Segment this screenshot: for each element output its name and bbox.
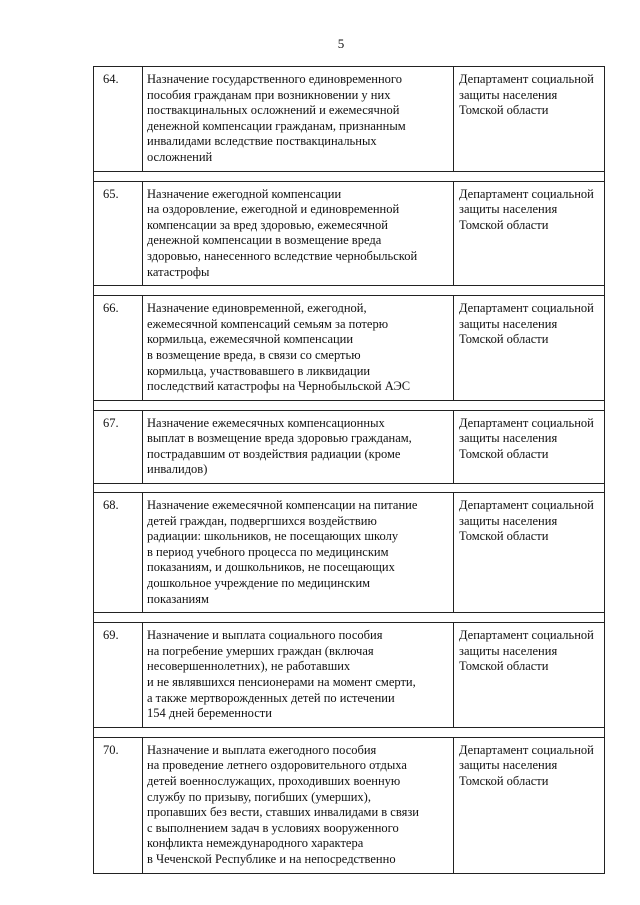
description-line: выплат в возмещение вреда здоровью гражданам, (147, 431, 412, 446)
row-number: 65. (94, 181, 143, 286)
row-separator-cell (94, 727, 605, 737)
organization-line: Томской области (459, 332, 549, 347)
organization-line: защиты населения (459, 758, 558, 773)
description-line: денежной компенсации гражданам, признанным (147, 118, 406, 133)
description-line: кормильца, участвовавшего в ликвидации (147, 363, 371, 378)
row-separator-cell (94, 171, 605, 181)
description-line: последствий катастрофы на Чернобыльской АЭС (147, 379, 411, 394)
row-separator (94, 613, 605, 623)
organization-line: защиты населения (459, 87, 558, 102)
responsible-organization (454, 410, 605, 483)
organization-line: защиты населения (459, 431, 558, 446)
organization-line: Томской области (459, 103, 549, 118)
table-row (94, 67, 605, 172)
service-description (143, 181, 454, 286)
organization-line: Департамент социальной (459, 415, 594, 430)
row-number: 67. (94, 410, 143, 483)
organization-line: Департамент социальной (459, 72, 594, 86)
row-separator (94, 400, 605, 410)
row-separator-cell (94, 400, 605, 410)
description-line: катастрофы (147, 264, 210, 279)
description-line: поствакцинальных осложнений и ежемесячной (147, 103, 400, 118)
description-line: Назначение и выплата социального пособия (147, 628, 383, 643)
responsible-organization (454, 737, 605, 873)
description-line: инвалидами вследствие поствакцинальных (147, 134, 377, 149)
organization-line: защиты населения (459, 202, 558, 217)
description-line: а также мертворожденных детей по истечении (147, 690, 395, 705)
organization-line: Департамент социальной (459, 498, 594, 513)
description-line: пособия гражданам при возникновении у них (147, 87, 391, 102)
row-number: 66. (94, 296, 143, 401)
table-row (94, 623, 605, 728)
table-row (94, 493, 605, 613)
organization-line: защиты населения (459, 316, 558, 331)
description-line: компенсации за вред здоровью, ежемесячной (147, 217, 388, 232)
table-row (94, 410, 605, 483)
table-row (94, 737, 605, 873)
table-row (94, 181, 605, 286)
description-line: и не являвшихся пенсионерами на момент смерти, (147, 675, 416, 689)
service-description (143, 67, 454, 172)
description-line: Назначение государственного единовременного (147, 72, 402, 86)
row-separator-cell (94, 286, 605, 296)
description-line: Назначение единовременной, ежегодной, (147, 301, 367, 316)
description-line: в Чеченской Республике и на непосредственно (147, 851, 396, 866)
service-description (143, 623, 454, 728)
organization-line: Департамент социальной (459, 742, 594, 757)
description-line: Назначение и выплата ежегодного пособия (147, 742, 377, 757)
service-description (143, 493, 454, 613)
organization-line: Томской области (459, 529, 549, 544)
responsible-organization (454, 493, 605, 613)
description-line: показаниям, и дошкольников, не посещающих (147, 560, 395, 575)
description-line: ежемесячной компенсаций семьям за потерю (147, 316, 389, 331)
description-line: Назначение ежегодной компенсации (147, 186, 342, 201)
description-line: осложнений (147, 149, 213, 164)
description-line: показаниям (147, 591, 209, 606)
description-line: детей военнослужащих, проходивших военную (147, 773, 401, 788)
row-separator-cell (94, 613, 605, 623)
organization-line: Томской области (459, 659, 549, 674)
row-number: 64. (94, 67, 143, 172)
responsible-organization (454, 623, 605, 728)
row-separator (94, 171, 605, 181)
page-number: 5 (337, 36, 345, 51)
description-line: на проведение летнего оздоровительного отдыха (147, 758, 407, 773)
description-line: детей граждан, подвергшихся воздействию (147, 513, 377, 528)
organization-line: защиты населения (459, 643, 558, 658)
organization-line: Томской области (459, 446, 549, 461)
description-line: денежной компенсации в возмещение вреда (147, 233, 382, 248)
organization-line: Департамент социальной (459, 628, 594, 643)
services-table (93, 66, 605, 874)
row-separator (94, 484, 605, 493)
description-line: дошкольное учреждение по медицинским (147, 576, 371, 591)
description-line: инвалидов) (147, 462, 208, 477)
organization-line: защиты населения (459, 513, 558, 528)
description-line: в период учебного процесса по медицинским (147, 544, 389, 559)
row-number: 70. (94, 737, 143, 873)
service-description (143, 410, 454, 483)
description-line: здоровью, нанесенного вследствие чернобыльской (147, 248, 418, 263)
organization-line: Департамент социальной (459, 301, 594, 316)
description-line: службу по призыву, погибших (умерших), (147, 789, 371, 804)
row-separator (94, 727, 605, 737)
description-line: на погребение умерших граждан (включая (147, 643, 374, 658)
service-description (143, 296, 454, 401)
organization-line: Томской области (459, 773, 549, 788)
row-separator (94, 286, 605, 296)
organization-line: Томской области (459, 217, 549, 232)
organization-line: Департамент социальной (459, 186, 594, 201)
row-separator-cell (94, 484, 605, 493)
description-line: несовершеннолетних), не работавших (147, 659, 351, 674)
responsible-organization (454, 67, 605, 172)
description-line: на оздоровление, ежегодной и единовременной (147, 202, 400, 217)
row-number: 68. (94, 493, 143, 613)
description-line: в возмещение вреда, в связи со смертью (147, 347, 361, 362)
description-line: Назначение ежемесячной компенсации на питание (147, 498, 418, 513)
description-line: пострадавшим от воздействия радиации (кроме (147, 446, 401, 461)
responsible-organization (454, 181, 605, 286)
service-description (143, 737, 454, 873)
description-line: Назначение ежемесячных компенсационных (147, 415, 385, 430)
row-number: 69. (94, 623, 143, 728)
description-line: радиации: школьников, не посещающих школу (147, 529, 399, 544)
table-row (94, 296, 605, 401)
description-line: пропавших без вести, ставших инвалидами в связи (147, 805, 419, 820)
description-line: 154 дней беременности (147, 706, 272, 721)
description-line: конфликта немеждународного характера (147, 836, 364, 851)
services-table-body (94, 67, 605, 874)
description-line: с выполнением задач в условиях вооруженного (147, 820, 399, 835)
responsible-organization (454, 296, 605, 401)
description-line: кормильца, ежемесячной компенсации (147, 332, 354, 347)
